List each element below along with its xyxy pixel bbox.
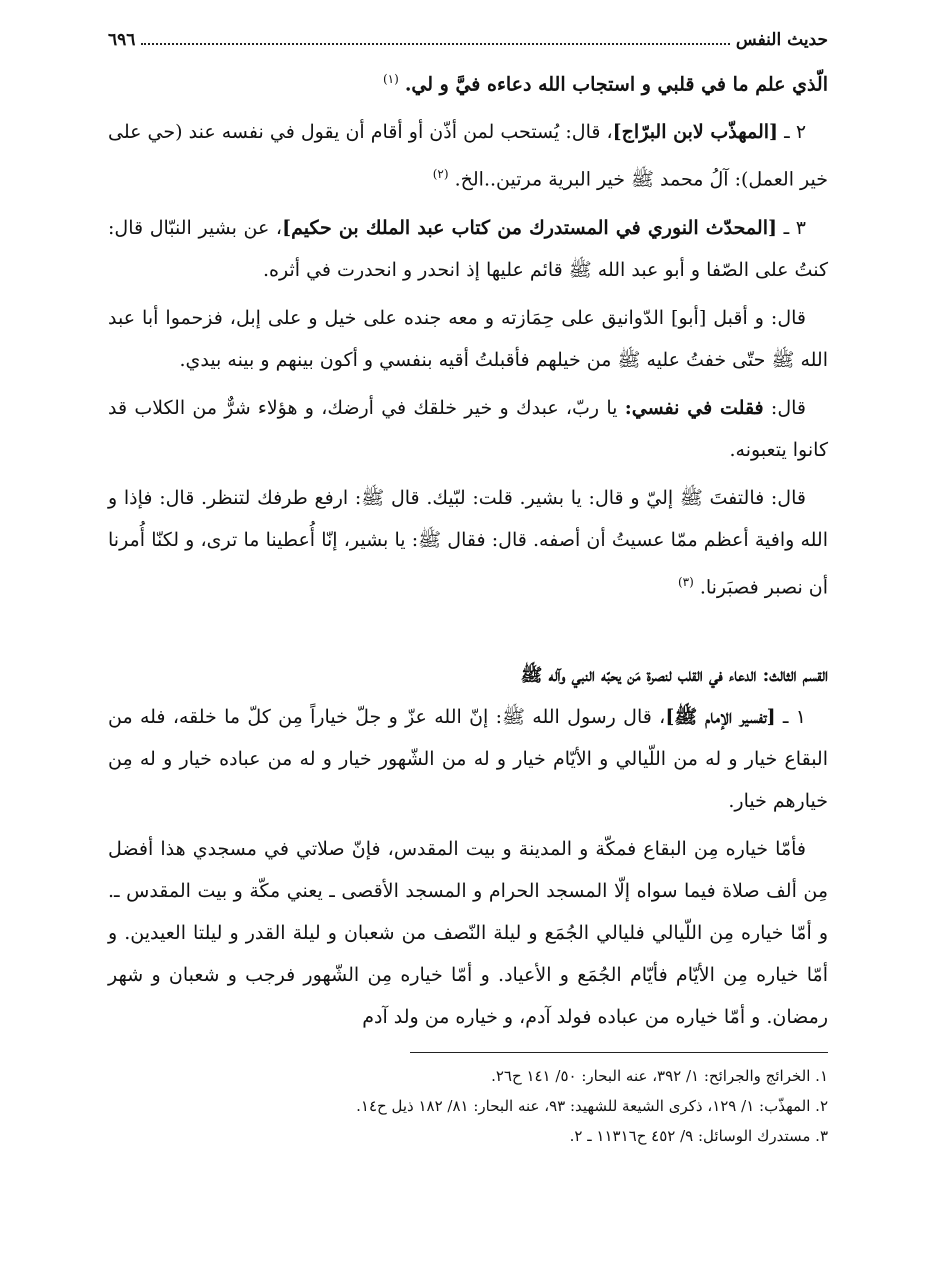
paragraph-7 <box>108 696 828 822</box>
header-dotted-leader <box>141 43 730 45</box>
footnote-ref-1: (١) <box>382 72 399 86</box>
header-title: حديث النفس <box>735 30 828 50</box>
footnote-divider <box>410 1052 828 1053</box>
paragraph-2 <box>108 111 828 200</box>
paragraph-3 <box>108 207 828 291</box>
paragraph-3-source: [المحدّث النوري في المستدرك من كتاب عبد الملك بن حكيم] <box>282 216 777 239</box>
paragraph-5-prefix: قال: <box>770 396 806 419</box>
paragraph-7-source: [تفسير الإمام ﷺ] <box>665 705 776 728</box>
paragraph-3-text: ، عن بشير النبّال قال: كنتُ على الصّفا و أبو عبد الله ﷺ قائم عليها إذ انحدر و انحدرت في أثره. <box>108 216 828 281</box>
paragraph-2-text: ، قال: يُستحب لمن أذّن أو أقام أن يقول في نفسه عند (حي على خير العمل): آلُ محمد ﷺ خير البرية مرتين..الخ. <box>108 121 828 191</box>
paragraph-7-text: ، قال رسول الله ﷺ: إنّ الله عزّ و جلّ خياراً مِن كلّ ما خلقه، فله من البقاع خيار و له من اللّيالي و الأيّام خيار و له من الشّهور خيار و له من عباده خيار و له مِن خيارهم خيار. <box>108 705 829 812</box>
paragraph-7-number: ١ ـ <box>782 705 807 728</box>
paragraph-6 <box>108 477 828 608</box>
paragraph-1-text: الّذي علم ما في قلبي و استجاب الله دعاءه فيَّ و لي. <box>404 73 828 96</box>
paragraph-1 <box>108 58 828 105</box>
running-header <box>108 30 828 58</box>
paragraph-5-bold: فقلت في نفسي: <box>624 396 764 419</box>
paragraph-6-text: قال: فالتفتَ ﷺ إليّ و قال: يا بشير. قلت: لبّيك. قال ﷺ: ارفع طرفك لتنظر. قال: فإذا و الله وافية أعظم ممّا عسيتُ أن أصفه. قال: فقال ﷺ: يا بشير، إنّا أُعطينا ما ترى، و لكنّا أُمرنا أن نصبر فصبَرنا. <box>108 486 828 598</box>
paragraph-5 <box>108 387 828 471</box>
footnote-1: ١. الخرائج والجرائح: ١/ ٣٩٢، عنه البحار: ٥٠/ ١٤١ ح٢٦. <box>491 1066 828 1085</box>
page <box>108 30 828 1151</box>
paragraph-4: قال: و أقبل [أبو] الدّوانيق على حِمَازته و معه جنده على خيل و على إبل، فزحموا أبا عبد الله ﷺ حتّى خفتُ عليه ﷺ من خيلهم فأقبلتُ أقيه بنفسي و أكون بينهم و بينه بيدي. <box>108 306 828 371</box>
page-number: ٦٩٦ <box>108 30 136 50</box>
footnote-2: ٢. المهذّب: ١/ ١٢٩، ذكرى الشيعة للشهيد: ٩٣، عنه البحار: ٨١/ ١٨٢ ذيل ح١٤. <box>356 1096 828 1115</box>
section-heading: القسم الثالث: الدعاء في القلب لنصرة مَن يحبّه النبي وآله ﷺ <box>520 664 828 686</box>
paragraph-8: فأمّا خياره مِن البقاع فمكّة و المدينة و بيت المقدس، فإنّ صلاتي في مسجدي هذا أفضل مِن ألف صلاة فيما سواه إلّا المسجد الحرام و المسجد الأقصى ـ يعني مكّة و بيت المقدس ـ. و أمّا خياره مِن اللّيالي فليالي الجُمَع و ليلة النّصف من شعبان و ليلة القدر و ليلتا العيدين. و أمّا خياره مِن الأيّام فأيّام الجُمَع و الأعياد. و أمّا خياره مِن الشّهور فرجب و شعبان و شهر رمضان. و أمّا خياره من عباده فولد آدم، و خياره من ولد آدم <box>108 837 828 1028</box>
footnote-ref-3: (٣) <box>677 574 694 589</box>
paragraph-5-text: يا ربّ، عبدك و خير خلقك في أرضك، و هؤلاء شرٌّ من الكلاب قد كانوا يتعبونه. <box>108 396 828 461</box>
paragraph-2-source: [المهذّب لابن البرّاج] <box>612 121 779 144</box>
footnote-ref-2: (٢) <box>432 167 449 182</box>
paragraph-2-number: ٢ ـ <box>784 121 807 144</box>
paragraph-3-number: ٣ ـ <box>783 216 806 239</box>
footnote-3: ٣. مستدرك الوسائل: ٩/ ٤٥٢ ح١١٣١٦ ـ ٢. <box>569 1126 828 1145</box>
